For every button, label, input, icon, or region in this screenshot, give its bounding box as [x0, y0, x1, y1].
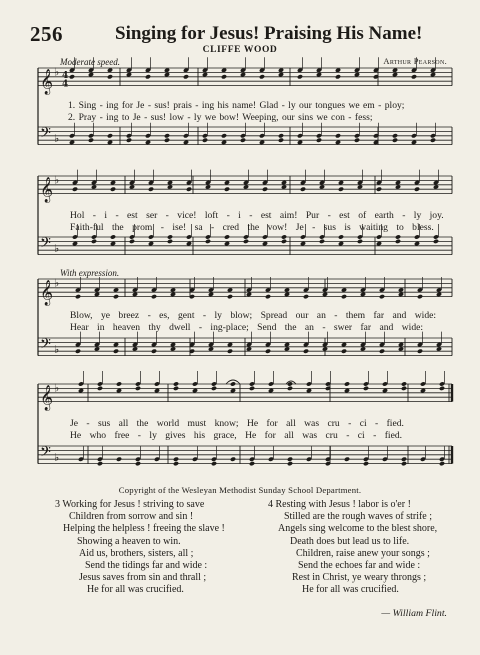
- hymn-number: 256: [30, 22, 63, 46]
- note-head: [278, 133, 284, 138]
- lyric-line: Blow, ye breez - es, gent - ly blow; Spread our an - them far and wide:: [70, 310, 437, 321]
- lyric-line: Faith-ful the prom - ise! sa - cred the vow! Je - sus is waiting to bless.: [70, 222, 434, 233]
- note-head: [164, 133, 170, 138]
- lyricist-credit: — William Flint.: [381, 608, 447, 619]
- key-signature-flat: ♭: [54, 173, 60, 187]
- note-head: [395, 234, 401, 239]
- lyric-line: Hear in heaven thy dwell - ing-place; Send the an - swer far and wide:: [70, 322, 424, 333]
- hymn-title: Singing for Jesus! Praising His Name!: [115, 23, 423, 44]
- key-signature-flat: ♭: [54, 451, 60, 465]
- note-head: [69, 74, 75, 79]
- note-head: [300, 187, 306, 192]
- note-head: [211, 461, 217, 466]
- treble-clef: 𝄞: [40, 69, 54, 95]
- note-head: [411, 74, 417, 79]
- note-head: [224, 187, 230, 192]
- note-head: [395, 239, 401, 244]
- treble-clef: 𝄞: [40, 385, 54, 411]
- note-head: [341, 294, 347, 299]
- note-head: [97, 386, 103, 391]
- note-head: [126, 138, 132, 143]
- stanza-line: Death does but lead us to life.: [290, 535, 410, 547]
- note-head: [224, 234, 230, 239]
- note-head: [354, 138, 360, 143]
- bass-clef: 𝄢: [40, 444, 51, 465]
- tune-name: CLIFFE WOOD: [202, 45, 278, 55]
- key-signature-flat: ♭: [54, 65, 60, 79]
- note-head: [97, 461, 103, 466]
- note-head: [110, 234, 116, 239]
- stanza-line: Send the echoes far and wide :: [298, 560, 421, 572]
- note-head: [338, 187, 344, 192]
- key-signature-flat: ♭: [54, 242, 60, 256]
- note-head: [335, 74, 341, 79]
- note-head: [401, 381, 407, 386]
- note-head: [439, 386, 445, 391]
- stanza-line: Children, raise anew your songs ;: [296, 547, 430, 559]
- note-head: [341, 349, 347, 354]
- note-head: [211, 386, 217, 391]
- note-head: [344, 381, 350, 386]
- note-head: [392, 138, 398, 143]
- note-head: [75, 294, 81, 299]
- stanza-line: Stilled are the rough waves of strife ;: [284, 511, 433, 523]
- note-head: [303, 294, 309, 299]
- note-head: [262, 187, 268, 192]
- note-head: [72, 187, 78, 192]
- note-head: [303, 349, 309, 354]
- note-head: [167, 239, 173, 244]
- note-head: [113, 294, 119, 299]
- note-head: [145, 74, 151, 79]
- note-head: [164, 138, 170, 143]
- note-head: [363, 386, 369, 391]
- stanza-line: Send the tidings far and wide :: [85, 560, 208, 572]
- stanza-line: Jesus saves from sin and thrall ;: [79, 572, 207, 584]
- note-head: [376, 187, 382, 192]
- note-head: [259, 74, 265, 79]
- note-head: [116, 457, 122, 462]
- composer: Arthur Pearson.: [383, 56, 447, 66]
- key-signature-flat: ♭: [54, 343, 60, 357]
- note-head: [167, 234, 173, 239]
- note-head: [316, 138, 322, 143]
- note-head: [107, 133, 113, 138]
- note-head: [173, 457, 179, 462]
- key-signature-flat: ♭: [54, 381, 60, 395]
- note-head: [75, 349, 81, 354]
- lyric-line: He who free - ly gives his grace, He for all was cru - ci - fied.: [70, 430, 403, 441]
- note-head: [183, 74, 189, 79]
- note-head: [338, 234, 344, 239]
- stanza-line: Aid us, brothers, sisters, all ;: [79, 547, 194, 559]
- bass-clef: 𝄢: [40, 336, 51, 357]
- note-head: [335, 133, 341, 138]
- treble-clef: 𝄞: [40, 280, 54, 306]
- note-head: [173, 381, 179, 386]
- note-head: [278, 138, 284, 143]
- note-head: [116, 381, 122, 386]
- note-head: [135, 461, 141, 466]
- note-head: [357, 239, 363, 244]
- note-head: [414, 187, 420, 192]
- note-head: [319, 239, 325, 244]
- note-head: [221, 74, 227, 79]
- note-head: [363, 461, 369, 466]
- note-head: [265, 294, 271, 299]
- note-head: [135, 386, 141, 391]
- copyright-notice: Copyright of the Wesleyan Methodist Sunday School Department.: [118, 485, 362, 495]
- note-head: [439, 461, 445, 466]
- note-head: [265, 349, 271, 354]
- stanza-3: [55, 499, 225, 597]
- note-head: [287, 457, 293, 462]
- note-head: [401, 386, 407, 391]
- note-head: [281, 239, 287, 244]
- bass-clef: 𝄢: [40, 125, 51, 146]
- key-signature-flat: ♭: [54, 132, 60, 146]
- note-head: [88, 138, 94, 143]
- note-head: [240, 138, 246, 143]
- stanza-line: 4 Resting with Jesus ! labor is o'er !: [268, 499, 411, 510]
- tempo-marking: Moderate speed.: [60, 57, 120, 67]
- note-head: [287, 461, 293, 466]
- note-head: [392, 133, 398, 138]
- note-head: [249, 461, 255, 466]
- note-head: [401, 461, 407, 466]
- note-head: [227, 294, 233, 299]
- note-head: [221, 133, 227, 138]
- note-head: [129, 239, 135, 244]
- note-head: [230, 457, 236, 462]
- note-head: [243, 239, 249, 244]
- note-head: [401, 457, 407, 462]
- note-head: [417, 349, 423, 354]
- note-head: [417, 294, 423, 299]
- note-head: [173, 461, 179, 466]
- note-head: [287, 386, 293, 391]
- note-head: [430, 138, 436, 143]
- note-head: [173, 386, 179, 391]
- stanza-4: [268, 499, 437, 597]
- note-head: [227, 349, 233, 354]
- note-head: [205, 239, 211, 244]
- note-head: [344, 457, 350, 462]
- expression-marking: With expression.: [60, 268, 120, 278]
- note-head: [202, 138, 208, 143]
- note-head: [151, 294, 157, 299]
- note-head: [107, 74, 113, 79]
- stanza-line: Children from sorrow and sin !: [69, 511, 194, 523]
- note-head: [151, 349, 157, 354]
- lyric-line: 2. Pray - ing to Je - sus! low - ly we bow! Weeping, our sins we con - fess;: [68, 112, 373, 123]
- note-head: [110, 187, 116, 192]
- note-head: [249, 386, 255, 391]
- time-signature: 4: [62, 70, 69, 81]
- note-head: [91, 239, 97, 244]
- note-head: [281, 234, 287, 239]
- note-head: [297, 74, 303, 79]
- lyric-line: Hol - i - est ser - vice! loft - i - est aim! Pur - est of earth - ly joy.: [70, 210, 444, 221]
- time-signature: 4: [62, 79, 69, 90]
- lyric-line: 1. Sing - ing for Je - sus! prais - ing his name! Glad - ly our tongues we em - ploy;: [68, 100, 405, 111]
- note-head: [113, 349, 119, 354]
- stanza-line: Helping the helpless ! freeing the slave !: [63, 523, 225, 535]
- stanza-line: 3 Working for Jesus ! striving to save: [55, 499, 205, 510]
- key-signature-flat: ♭: [54, 276, 60, 290]
- stanza-line: Rest in Christ, ye weary throngs ;: [292, 572, 427, 584]
- bass-clef: 𝄢: [40, 235, 51, 256]
- treble-clef: 𝄞: [40, 177, 54, 203]
- stanza-line: He for all was crucified.: [302, 584, 399, 596]
- stanza-line: He for all was crucified.: [87, 584, 184, 596]
- note-head: [379, 294, 385, 299]
- note-head: [379, 349, 385, 354]
- note-head: [186, 187, 192, 192]
- stanza-line: Showing a heaven to win.: [77, 535, 181, 547]
- lyric-line: Je - sus all the world must know; He for all was cru - ci - fied.: [70, 418, 404, 429]
- note-head: [230, 381, 236, 386]
- stanza-line: Angels sing welcome to the blest shore,: [278, 523, 438, 535]
- note-head: [148, 187, 154, 192]
- note-head: [433, 239, 439, 244]
